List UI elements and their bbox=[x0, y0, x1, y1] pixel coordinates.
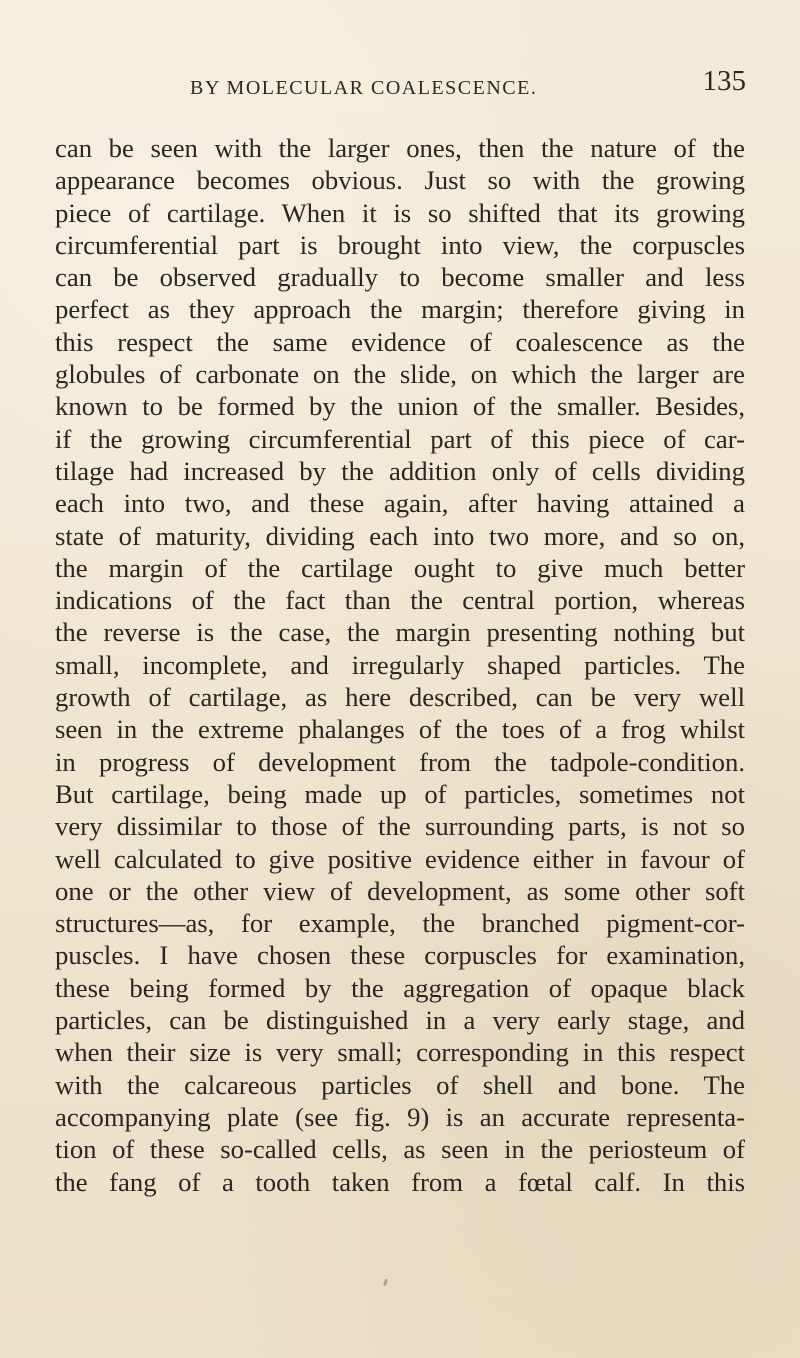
text-line: circumferential part is brought into view, the corpuscles bbox=[55, 229, 745, 260]
text-line: can be observed gradually to become smaller and less bbox=[55, 262, 745, 293]
page-number: 135 bbox=[702, 65, 746, 97]
body-text bbox=[55, 132, 745, 1242]
text-line: appearance becomes obvious. Just so with the growing bbox=[55, 165, 745, 196]
text-line: growth of cartilage, as here described, can be very well bbox=[55, 682, 745, 713]
text-line: with the calcareous particles of shell and bone. The bbox=[55, 1069, 745, 1100]
text-line: piece of cartilage. When it is so shifted that its growing bbox=[55, 197, 745, 228]
text-line: puscles. I have chosen these corpuscles for examination, bbox=[55, 940, 745, 971]
text-line: known to be formed by the union of the smaller. Besides, bbox=[55, 391, 745, 422]
text-line: globules of carbonate on the slide, on which the larger are bbox=[55, 359, 745, 390]
text-line: accompanying plate (see fig. 9) is an accurate representa- bbox=[55, 1101, 745, 1132]
text-line: structures—as, for example, the branched pigment-cor- bbox=[55, 908, 745, 939]
text-line: the margin of the cartilage ought to give much better bbox=[55, 552, 745, 583]
text-line: each into two, and these again, after having attained a bbox=[55, 488, 745, 519]
paper-speck bbox=[383, 1279, 388, 1287]
text-line: tilage had increased by the addition only of cells dividing bbox=[55, 455, 745, 486]
text-line: this respect the same evidence of coalescence as the bbox=[55, 326, 745, 357]
text-line: particles, can be distinguished in a very early stage, and bbox=[55, 1005, 745, 1036]
text-line: seen in the extreme phalanges of the toes of a frog whilst bbox=[55, 714, 745, 745]
text-line: the fang of a tooth taken from a fœtal calf. In this bbox=[55, 1166, 745, 1197]
text-line: in progress of development from the tadpole-condition. bbox=[55, 746, 745, 777]
text-line: small, incomplete, and irregularly shaped particles. The bbox=[55, 649, 745, 680]
text-line: perfect as they approach the margin; therefore giving in bbox=[55, 294, 745, 325]
text-line: But cartilage, being made up of particles, sometimes not bbox=[55, 778, 745, 809]
text-line: the reverse is the case, the margin presenting nothing but bbox=[55, 617, 745, 648]
text-line: one or the other view of development, as some other soft bbox=[55, 875, 745, 906]
running-head: BY MOLECULAR COALESCENCE. bbox=[190, 77, 538, 99]
text-line: indications of the fact than the central portion, whereas bbox=[55, 585, 745, 616]
text-line: well calculated to give positive evidence either in favour of bbox=[55, 843, 745, 874]
text-line: tion of these so-called cells, as seen in the periosteum of bbox=[55, 1134, 745, 1165]
text-line: when their size is very small; corresponding in this respect bbox=[55, 1037, 745, 1068]
text-line: these being formed by the aggregation of opaque black bbox=[55, 972, 745, 1003]
text-line: state of maturity, dividing each into two more, and so on, bbox=[55, 520, 745, 551]
text-line: very dissimilar to those of the surrounding parts, is not so bbox=[55, 811, 745, 842]
text-line: can be seen with the larger ones, then the nature of the bbox=[55, 133, 745, 163]
text-line: if the growing circumferential part of this piece of car- bbox=[55, 423, 745, 454]
